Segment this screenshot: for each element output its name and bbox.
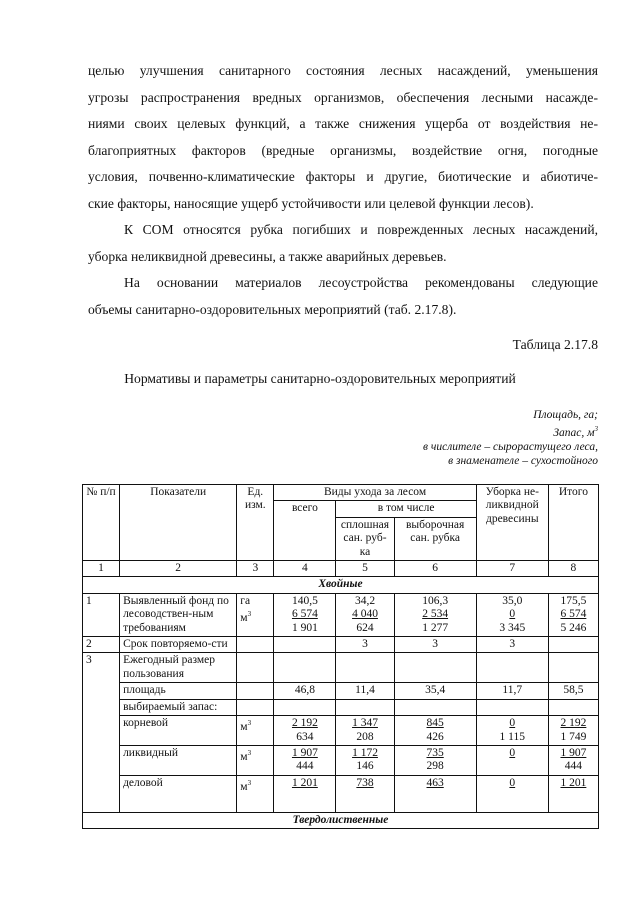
units-line: в числителе – сырорастущего леса, [423,440,598,453]
units-line: Площадь, га; [533,409,598,421]
cell-value: 1 201 [548,775,598,812]
table-row [83,653,599,683]
paragraph-3 [88,270,598,323]
cell-value: 106,3 2 534 1 277 [394,593,476,636]
table-row [83,637,599,653]
row-label: площадь [120,683,237,699]
cell-value: 1 201 [274,775,336,812]
row-label: Выявленный фонд по лесоводствен-ным требованиям [120,593,237,636]
col-number: 8 [548,561,598,577]
cell-value: 735 298 [394,745,476,775]
column-number-row [83,561,599,577]
row-num: 1 [83,593,120,636]
cell-value: 11,4 [336,683,394,699]
cell-value: 463 [394,775,476,812]
col-number: 3 [237,561,274,577]
cell-value: 3 [336,637,394,653]
row-unit: $м^3$ [237,775,274,812]
col-number: 4 [274,561,336,577]
header-care-types: Виды ухода за лесом [274,485,476,501]
paragraph-2 [88,217,598,270]
paragraph-1 [88,58,598,217]
cell-value: 738 [336,775,394,812]
header-indicators: Показатели [120,485,237,561]
text-line: ниями своих целевых функций, а также снижения ущерба от воздействия не- [88,116,598,131]
cell-value: 46,8 [274,683,336,699]
row-unit: га $м^3$ [237,593,274,636]
cell-value: 35,4 [394,683,476,699]
header-total: Итого [548,485,598,561]
section-row [83,812,599,828]
cell-value: 2 192 1 749 [548,716,598,746]
cell-value: 845 426 [394,716,476,746]
row-label: корневой [120,716,237,746]
cell-value: 2 192 634 [274,716,336,746]
text-line: К СОМ относятся рубка погибших и поврежденных лесных насаждений, [124,222,598,237]
table-row [83,775,599,812]
sanitary-measures-table [82,484,599,829]
section-row [83,577,599,593]
text-line: ские факторы, наносящие ущерб устойчивости или целевой функции лесов). [88,195,534,211]
cell-value: 58,5 [548,683,598,699]
table-row [83,593,599,636]
cell-value: 1 347 208 [336,716,394,746]
text-line: целью улучшения санитарного состояния лесных насаждений, уменьшения [88,63,598,78]
text-line: объемы санитарно-оздоровительных мероприятий (таб. 2.17.8). [88,301,457,317]
cell-value: 0 1 115 [476,716,548,746]
units-line: в знаменателе – сухостойного [448,454,598,467]
header-including: в том числе [336,501,476,517]
header-row [83,485,599,501]
cell-value: 1 907 444 [274,745,336,775]
row-label: Ежегодный размер пользования [120,653,237,683]
header-selective: выборочная сан. рубка [394,517,476,560]
col-number: 7 [476,561,548,577]
col-number: 5 [336,561,394,577]
col-number: 6 [394,561,476,577]
col-number: 1 [83,561,120,577]
table-title: Нормативы и параметры санитарно-оздоровительных мероприятий [124,371,516,386]
cell-value: 140,5 6 574 1 901 [274,593,336,636]
table-row [83,745,599,775]
section-conifers: Хвойные [83,577,599,593]
cell-value: 0 [476,745,548,775]
row-unit: $м^3$ [237,716,274,746]
text-line: уборка неликвидной древесины, а также аварийных деревьев. [88,248,447,264]
section-hardwoods: Твердолиственные [83,812,599,828]
table-row [83,683,599,699]
row-unit: $м^3$ [237,745,274,775]
row-label: деловой [120,775,237,812]
cell-value: 1 172 146 [336,745,394,775]
table-row [83,699,599,715]
row-label: ликвидный [120,745,237,775]
text-line: условия, почвенно-климатические факторы и другие, биотические и абиотиче- [88,169,598,184]
cell-value: 175,5 6 574 5 246 [548,593,598,636]
row-num: 2 [83,637,120,653]
cell-value: 35,0 0 3 345 [476,593,548,636]
text-line: благоприятных факторов (вредные организмы, воздействие огня, погодные [88,142,598,158]
cell-value: 34,2 4 040 624 [336,593,394,636]
cell-value: 3 [394,637,476,653]
row-num: 3 [83,653,120,812]
cell-value: 0 [476,775,548,812]
units-line: Запас, $м^3$ [553,425,598,439]
cell-value: 1 907 444 [548,745,598,775]
units-note [423,408,598,468]
cell-value: 11,7 [476,683,548,699]
table-label: Таблица 2.17.8 [512,337,598,352]
header-total-care: всего [274,501,336,561]
col-number: 2 [120,561,237,577]
header-solid: сплошная сан. руб-ка [336,517,394,560]
row-label: выбираемый запас: [120,699,237,715]
header-unit: Ед. изм. [237,485,274,561]
text-line: угрозы распространения вредных организмов, обеспечения лесными насажде- [88,89,598,105]
header-cleanup: Уборка не-ликвидной древесины [476,485,548,561]
text-line: На основании материалов лесоустройства рекомендованы следующие [124,275,598,290]
header-num: № п/п [83,485,120,561]
table-row [83,716,599,746]
cell-value: 3 [476,637,548,653]
row-label: Срок повторяемо-сти [120,637,237,653]
